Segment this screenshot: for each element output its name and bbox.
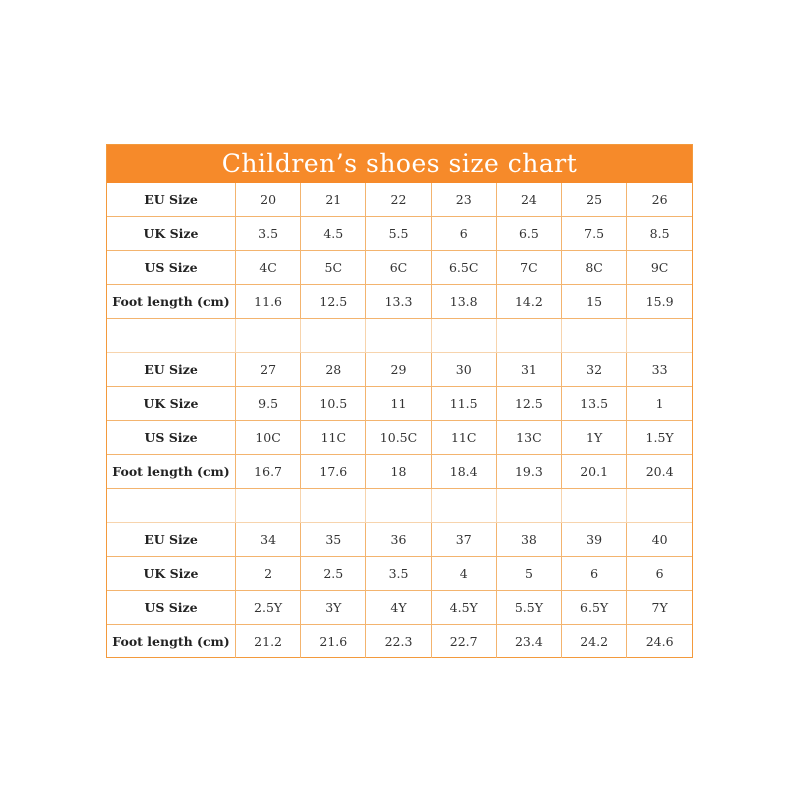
size-cell: 33 xyxy=(627,353,692,387)
size-cell: 21.6 xyxy=(301,625,366,659)
size-cell: 11.6 xyxy=(236,285,301,319)
row-label-uk: UK Size xyxy=(107,387,236,421)
size-cell: 6.5C xyxy=(431,251,496,285)
size-cell: 23 xyxy=(431,183,496,217)
empty-cell xyxy=(301,489,366,523)
spacer-row xyxy=(107,319,692,353)
size-cell: 37 xyxy=(431,523,496,557)
size-cell: 7Y xyxy=(627,591,692,625)
size-cell: 4Y xyxy=(366,591,431,625)
size-cell: 2.5Y xyxy=(236,591,301,625)
size-cell: 20.4 xyxy=(627,455,692,489)
size-cell: 5.5 xyxy=(366,217,431,251)
size-cell: 12.5 xyxy=(301,285,366,319)
size-cell: 23.4 xyxy=(496,625,561,659)
table-row-uk xyxy=(107,217,692,251)
size-cell: 1Y xyxy=(562,421,627,455)
size-cell: 26 xyxy=(627,183,692,217)
table-row-eu xyxy=(107,183,692,217)
size-cell: 39 xyxy=(562,523,627,557)
row-label-us: US Size xyxy=(107,251,236,285)
size-cell: 27 xyxy=(236,353,301,387)
row-label-us: US Size xyxy=(107,591,236,625)
size-cell: 2 xyxy=(236,557,301,591)
row-label-uk: UK Size xyxy=(107,557,236,591)
size-cell: 6C xyxy=(366,251,431,285)
empty-cell xyxy=(236,489,301,523)
size-cell: 13C xyxy=(496,421,561,455)
size-cell: 7.5 xyxy=(562,217,627,251)
size-cell: 10.5C xyxy=(366,421,431,455)
empty-cell xyxy=(301,319,366,353)
empty-cell xyxy=(431,319,496,353)
size-cell: 30 xyxy=(431,353,496,387)
empty-cell xyxy=(562,489,627,523)
spacer-row xyxy=(107,489,692,523)
size-cell: 5 xyxy=(496,557,561,591)
size-cell: 40 xyxy=(627,523,692,557)
size-cell: 29 xyxy=(366,353,431,387)
size-cell: 20.1 xyxy=(562,455,627,489)
size-cell: 1.5Y xyxy=(627,421,692,455)
size-cell: 12.5 xyxy=(496,387,561,421)
size-cell: 28 xyxy=(301,353,366,387)
size-cell: 9C xyxy=(627,251,692,285)
table-row-uk xyxy=(107,557,692,591)
size-cell: 2.5 xyxy=(301,557,366,591)
row-label-eu: EU Size xyxy=(107,523,236,557)
empty-cell xyxy=(627,489,692,523)
size-cell: 11C xyxy=(431,421,496,455)
size-cell: 17.6 xyxy=(301,455,366,489)
size-cell: 9.5 xyxy=(236,387,301,421)
size-cell: 34 xyxy=(236,523,301,557)
table-row-foot xyxy=(107,625,692,659)
size-cell: 4.5Y xyxy=(431,591,496,625)
size-cell: 3.5 xyxy=(366,557,431,591)
size-cell: 6.5 xyxy=(496,217,561,251)
table-row-foot xyxy=(107,285,692,319)
size-cell: 22.3 xyxy=(366,625,431,659)
size-cell: 6.5Y xyxy=(562,591,627,625)
size-cell: 4.5 xyxy=(301,217,366,251)
size-cell: 24 xyxy=(496,183,561,217)
size-cell: 20 xyxy=(236,183,301,217)
table-row-eu xyxy=(107,523,692,557)
size-chart xyxy=(106,144,693,658)
size-cell: 24.2 xyxy=(562,625,627,659)
size-cell: 38 xyxy=(496,523,561,557)
empty-cell xyxy=(562,319,627,353)
size-cell: 32 xyxy=(562,353,627,387)
size-cell: 13.8 xyxy=(431,285,496,319)
empty-cell xyxy=(107,319,236,353)
size-cell: 13.5 xyxy=(562,387,627,421)
size-cell: 15 xyxy=(562,285,627,319)
empty-cell xyxy=(236,319,301,353)
row-label-us: US Size xyxy=(107,421,236,455)
size-cell: 7C xyxy=(496,251,561,285)
size-cell: 8C xyxy=(562,251,627,285)
size-cell: 6 xyxy=(627,557,692,591)
empty-cell xyxy=(627,319,692,353)
size-cell: 8.5 xyxy=(627,217,692,251)
size-cell: 10.5 xyxy=(301,387,366,421)
empty-cell xyxy=(431,489,496,523)
row-label-foot: Foot length (cm) xyxy=(107,285,236,319)
table-row-foot xyxy=(107,455,692,489)
size-cell: 6 xyxy=(562,557,627,591)
row-label-uk: UK Size xyxy=(107,217,236,251)
row-label-eu: EU Size xyxy=(107,183,236,217)
size-cell: 11.5 xyxy=(431,387,496,421)
empty-cell xyxy=(496,319,561,353)
size-table xyxy=(107,183,692,658)
table-row-us xyxy=(107,591,692,625)
row-label-eu: EU Size xyxy=(107,353,236,387)
size-cell: 31 xyxy=(496,353,561,387)
empty-cell xyxy=(366,319,431,353)
size-cell: 19.3 xyxy=(496,455,561,489)
empty-cell xyxy=(496,489,561,523)
table-row-eu xyxy=(107,353,692,387)
chart-title: Children’s shoes size chart xyxy=(107,145,692,183)
size-cell: 11C xyxy=(301,421,366,455)
size-cell: 4C xyxy=(236,251,301,285)
row-label-foot: Foot length (cm) xyxy=(107,455,236,489)
size-cell: 21 xyxy=(301,183,366,217)
empty-cell xyxy=(366,489,431,523)
size-cell: 18 xyxy=(366,455,431,489)
size-cell: 11 xyxy=(366,387,431,421)
size-cell: 35 xyxy=(301,523,366,557)
table-row-uk xyxy=(107,387,692,421)
size-cell: 14.2 xyxy=(496,285,561,319)
size-cell: 1 xyxy=(627,387,692,421)
table-row-us xyxy=(107,421,692,455)
size-cell: 5C xyxy=(301,251,366,285)
size-cell: 16.7 xyxy=(236,455,301,489)
size-cell: 13.3 xyxy=(366,285,431,319)
size-cell: 4 xyxy=(431,557,496,591)
size-cell: 5.5Y xyxy=(496,591,561,625)
table-row-us xyxy=(107,251,692,285)
row-label-foot: Foot length (cm) xyxy=(107,625,236,659)
size-cell: 25 xyxy=(562,183,627,217)
size-cell: 22.7 xyxy=(431,625,496,659)
size-cell: 3Y xyxy=(301,591,366,625)
size-cell: 21.2 xyxy=(236,625,301,659)
size-cell: 18.4 xyxy=(431,455,496,489)
empty-cell xyxy=(107,489,236,523)
size-cell: 10C xyxy=(236,421,301,455)
size-cell: 24.6 xyxy=(627,625,692,659)
size-cell: 3.5 xyxy=(236,217,301,251)
size-cell: 15.9 xyxy=(627,285,692,319)
size-cell: 22 xyxy=(366,183,431,217)
size-cell: 6 xyxy=(431,217,496,251)
size-cell: 36 xyxy=(366,523,431,557)
